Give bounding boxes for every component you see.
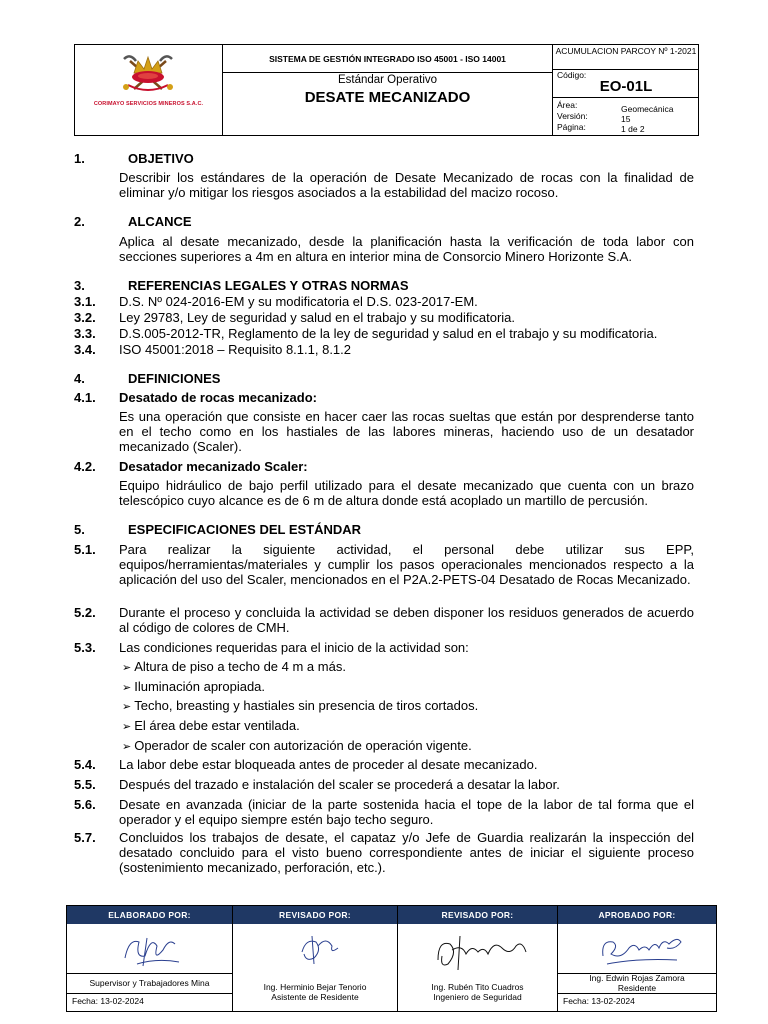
item-number: 3.4. bbox=[74, 342, 96, 357]
standard-type: Estándar Operativo bbox=[337, 74, 438, 86]
accumulation-label: ACUMULACION PARCOY Nº 1-2021 bbox=[555, 46, 697, 56]
item-number: 5.3. bbox=[74, 640, 96, 655]
aprobado-header: APROBADO POR: bbox=[598, 910, 676, 920]
page-value: 1 de 2 bbox=[621, 124, 645, 134]
section-number: 5. bbox=[74, 522, 85, 537]
item-number: 5.7. bbox=[74, 830, 96, 845]
section-number: 1. bbox=[74, 151, 85, 166]
company-logo bbox=[75, 45, 222, 135]
definition-title: Desatador mecanizado Scaler: bbox=[119, 459, 308, 474]
objetivo-text: Describir los estándares de la operación de Desate Mecanizado de rocas con la finalidad de eliminar y/o mitigar los riesgos asociados a la estabilidad del macizo rocoso. bbox=[119, 170, 694, 200]
version-label: Versión: bbox=[557, 111, 588, 121]
elaborado-name: Supervisor y Trabajadores Mina bbox=[89, 978, 210, 988]
condition-bullet: ➢ Techo, breasting y hastiales sin presencia de tiros cortados. bbox=[122, 698, 479, 713]
condition-bullet: ➢ El área debe estar ventilada. bbox=[122, 718, 300, 733]
section-title-definiciones: DEFINICIONES bbox=[128, 371, 221, 386]
alcance-text: Aplica al desate mecanizado, desde la planificación hasta la verificación de toda labor con secciones superiores a 4m en altura en interior mina de Consorcio Minero Horizonte S.A. bbox=[119, 234, 694, 264]
arrow-bullet-icon: ➢ bbox=[122, 662, 132, 674]
definition-title: Desatado de rocas mecanizado: bbox=[119, 390, 317, 405]
signature-revisado-2-icon bbox=[432, 930, 532, 974]
code-label: Código: bbox=[557, 70, 587, 80]
item-number: 5.1. bbox=[74, 542, 96, 557]
aprobado-date: Fecha: 13-02-2024 bbox=[563, 996, 635, 1006]
management-system-title: SISTEMA DE GESTIÓN INTEGRADO ISO 45001 - ISO 14001 bbox=[269, 53, 506, 64]
section-number: 4. bbox=[74, 371, 85, 386]
spec-item: Después del trazado e instalación del scaler se procederá a desatar la labor. bbox=[119, 777, 560, 792]
revisado-header-1: REVISADO POR: bbox=[279, 910, 351, 920]
signature-aprobado-icon bbox=[597, 928, 687, 972]
condition-bullet: ➢ Iluminación apropiada. bbox=[122, 679, 266, 694]
item-number: 3.1. bbox=[74, 294, 96, 309]
section-title-especificaciones: ESPECIFICACIONES DEL ESTÁNDAR bbox=[128, 522, 362, 537]
spec-item: Durante el proceso y concluida la actividad se deben disponer los residuos generados de acuerdo al código de colores de CMH. bbox=[119, 605, 694, 635]
item-number: 4.1. bbox=[74, 390, 96, 405]
section-number: 2. bbox=[74, 214, 85, 229]
item-number: 3.2. bbox=[74, 310, 96, 325]
reference-item: D.S.005-2012-TR, Reglamento de la ley de seguridad y salud en el trabajo y su modificatoria. bbox=[119, 326, 658, 341]
item-number: 3.3. bbox=[74, 326, 96, 341]
definition-text: Es una operación que consiste en hacer caer las rocas sueltas que están por desprenderse tanto en el techo como en los hastiales de las labores mineras, haciendo uso de un desatador mecanizado (Scaler). bbox=[119, 409, 694, 454]
section-number: 3. bbox=[74, 278, 85, 293]
reference-item: ISO 45001:2018 – Requisito 8.1.1, 8.1.2 bbox=[119, 342, 352, 357]
definition-text: Equipo hidráulico de bajo perfil utilizado para el desate mecanizado que cuenta con un brazo telescópico cuyo alcance es de 6 m de altura donde está acoplado un martillo de percusión. bbox=[119, 478, 694, 508]
item-number: 5.2. bbox=[74, 605, 96, 620]
spec-item: La labor debe estar bloqueada antes de proceder al desate mecanizado. bbox=[119, 757, 538, 772]
reference-item: D.S. Nº 024-2016-EM y su modificatoria el D.S. 023-2017-EM. bbox=[119, 294, 478, 309]
version-value: 15 bbox=[621, 114, 631, 124]
approval-table bbox=[66, 905, 717, 1012]
arrow-bullet-icon: ➢ bbox=[122, 682, 132, 694]
page-label: Página: bbox=[557, 122, 586, 132]
revisado-2-name: Ing. Rubén Tito Cuadros Ingeniero de Seguridad bbox=[431, 982, 524, 1002]
arrow-bullet-icon: ➢ bbox=[122, 701, 132, 713]
document-title: DESATE MECANIZADO bbox=[304, 89, 471, 106]
document-header bbox=[74, 44, 699, 136]
revisado-header-2: REVISADO POR: bbox=[441, 910, 514, 920]
spec-item: Concluidos los trabajos de desate, el capataz y/o Jefe de Guardia realizarán la inspección del desatado concluido para el visto bueno correspondiente antes de iniciar el siguiente proceso (sostenimiento mecanizado, perforación, etc.). bbox=[119, 830, 694, 875]
document-code: EO-01L bbox=[599, 78, 653, 95]
spec-item: Desate en avanzada (iniciar de la parte sostenida hacia el tope de la labor de tal forma que el operador y el equipo siempre estén bajo techo seguro. bbox=[119, 797, 694, 827]
signature-revisado-1-icon bbox=[292, 930, 352, 970]
arrow-bullet-icon: ➢ bbox=[122, 741, 132, 753]
item-number: 5.6. bbox=[74, 797, 96, 812]
item-number: 5.5. bbox=[74, 777, 96, 792]
area-value: Geomecánica bbox=[621, 104, 674, 114]
area-label: Área: bbox=[557, 100, 578, 110]
arrow-bullet-icon: ➢ bbox=[122, 721, 132, 733]
condition-bullet: ➢ Operador de scaler con autorización de operación vigente. bbox=[122, 738, 472, 753]
spec-item: Las condiciones requeridas para el inicio de la actividad son: bbox=[119, 640, 469, 655]
elaborado-date: Fecha: 13-02-2024 bbox=[72, 996, 144, 1006]
item-number: 4.2. bbox=[74, 459, 96, 474]
spec-item: Para realizar la siguiente actividad, el personal debe utilizar sus EPP, equipos/herramientas/materiales y cumplir los pasos operacionales mencionados respecto a la aplicación del uso del Scaler, mencionados en el P2A.2-PETS-04 Desatado de Rocas Mecanizado. bbox=[119, 542, 694, 587]
revisado-1-name: Ing. Herminio Bejar Tenorio Asistente de Residente bbox=[263, 982, 367, 1002]
section-title-objetivo: OBJETIVO bbox=[128, 151, 194, 166]
company-name: CORIMAYO SERVICIOS MINEROS S.A.C. bbox=[93, 101, 204, 107]
item-number: 5.4. bbox=[74, 757, 96, 772]
elaborado-header: ELABORADO POR: bbox=[108, 910, 191, 920]
reference-item: Ley 29783, Ley de seguridad y salud en el trabajo y su modificatoria. bbox=[119, 310, 516, 325]
section-title-alcance: ALCANCE bbox=[128, 214, 192, 229]
section-title-referencias: REFERENCIAS LEGALES Y OTRAS NORMAS bbox=[128, 278, 409, 293]
signature-elaborado-icon bbox=[117, 928, 187, 970]
condition-bullet: ➢ Altura de piso a techo de 4 m a más. bbox=[122, 659, 346, 674]
logo-graphic-icon bbox=[75, 45, 222, 101]
aprobado-name: Ing. Edwin Rojas Zamora Residente bbox=[589, 973, 685, 993]
